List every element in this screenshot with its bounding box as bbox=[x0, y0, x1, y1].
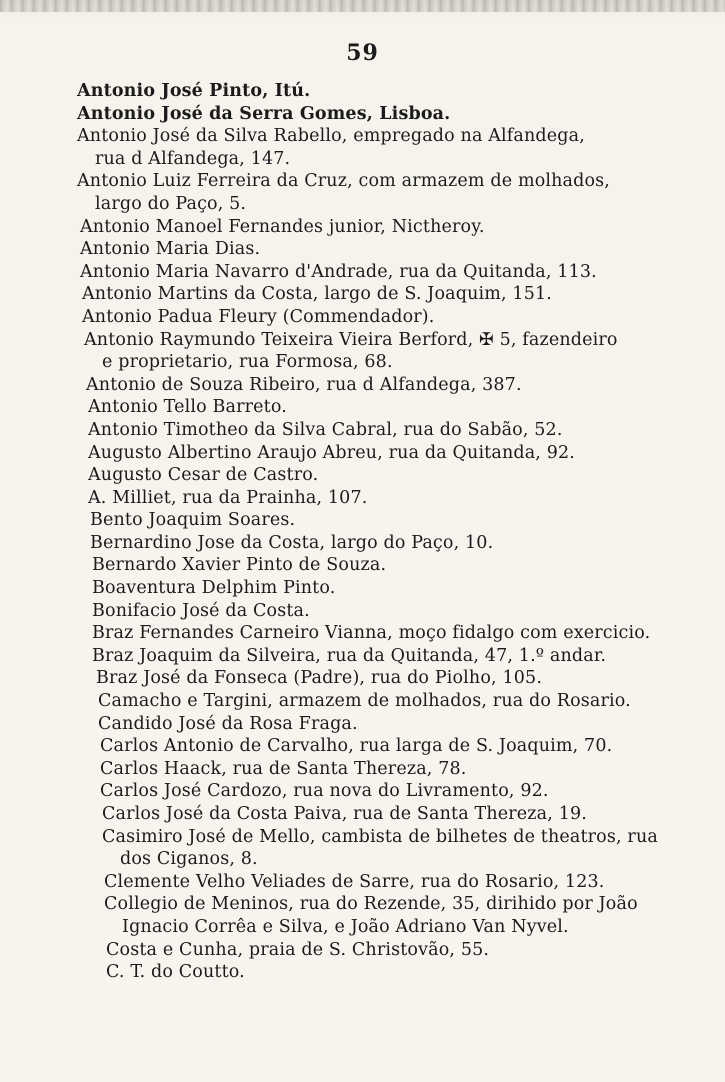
entry-line: Bernardino Jose da Costa, largo do Paço, 10. bbox=[90, 532, 494, 553]
entry-line: Antonio Martins da Costa, largo de S. Joaquim, 151. bbox=[82, 284, 552, 305]
entry-line: Costa e Cunha, praia de S. Christovão, 55. bbox=[106, 939, 490, 960]
entry-line: Antonio Maria Navarro d'Andrade, rua da Quitanda, 113. bbox=[80, 261, 597, 282]
directory-entry bbox=[0, 532, 725, 555]
directory-entry bbox=[0, 261, 725, 284]
directory-entry bbox=[0, 80, 725, 103]
directory-entry bbox=[0, 238, 725, 261]
directory-entry bbox=[0, 713, 725, 736]
entry-continuation-line: dos Ciganos, 8. bbox=[120, 849, 258, 870]
entry-line: Collegio de Meninos, rua do Rezende, 35, dirihido por João bbox=[104, 894, 638, 915]
directory-entry bbox=[0, 622, 725, 645]
entry-line: Carlos Haack, rua de Santa Thereza, 78. bbox=[100, 758, 467, 779]
directory-entry bbox=[0, 961, 725, 984]
directory-entry bbox=[0, 306, 725, 329]
directory-entry bbox=[0, 374, 725, 397]
entry-line: Casimiro José de Mello, cambista de bilhetes de theatros, rua bbox=[102, 826, 658, 847]
directory-entry bbox=[0, 667, 725, 690]
entry-line: Antonio Padua Fleury (Commendador). bbox=[82, 306, 435, 327]
directory-entry bbox=[0, 758, 725, 781]
directory-entry bbox=[0, 690, 725, 713]
directory-entry bbox=[0, 509, 725, 532]
entry-line: Antonio Raymundo Teixeira Vieira Berford, ✠ 5, fazendeiro bbox=[84, 329, 618, 350]
directory-entry bbox=[0, 554, 725, 577]
directory-entry bbox=[0, 871, 725, 894]
entry-line: Antonio Manoel Fernandes junior, Nictheroy. bbox=[80, 216, 485, 237]
entry-line: A. Milliet, rua da Prainha, 107. bbox=[88, 487, 368, 508]
entry-line: Augusto Albertino Araujo Abreu, rua da Quitanda, 92. bbox=[88, 442, 576, 463]
entry-line: Antonio Maria Dias. bbox=[80, 239, 261, 260]
entry-continuation-line: e proprietario, rua Formosa, 68. bbox=[102, 352, 393, 373]
entry-line: Antonio de Souza Ribeiro, rua d Alfandega, 387. bbox=[86, 374, 522, 395]
entry-line: Antonio Tello Barreto. bbox=[88, 397, 287, 418]
entry-line: Carlos Antonio de Carvalho, rua larga de S. Joaquim, 70. bbox=[100, 736, 613, 757]
entry-continuation-line: largo do Paço, 5. bbox=[95, 193, 247, 214]
directory-entries bbox=[0, 80, 725, 984]
entry-line: Antonio Timotheo da Silva Cabral, rua do Sabão, 52. bbox=[88, 419, 563, 440]
entry-line: Carlos José Cardozo, rua nova do Livramento, 92. bbox=[100, 781, 549, 802]
entry-line: C. T. do Coutto. bbox=[106, 962, 245, 983]
directory-entry bbox=[0, 487, 725, 510]
entry-continuation-line: rua d Alfandega, 147. bbox=[95, 148, 291, 169]
entry-line: Braz José da Fonseca (Padre), rua do Piolho, 105. bbox=[96, 668, 543, 689]
entry-line: Antonio José da Serra Gomes, Lisboa. bbox=[77, 103, 451, 124]
directory-entry bbox=[0, 442, 725, 465]
directory-entry bbox=[0, 464, 725, 487]
entry-line: Bernardo Xavier Pinto de Souza. bbox=[92, 555, 387, 576]
directory-entry bbox=[0, 216, 725, 239]
entry-line: Candido José da Rosa Fraga. bbox=[98, 713, 358, 734]
directory-entry bbox=[0, 735, 725, 758]
page-top-edge bbox=[0, 0, 725, 12]
entry-line: Antonio José da Silva Rabello, empregado na Alfandega, bbox=[77, 126, 585, 147]
directory-entry bbox=[0, 600, 725, 623]
entry-line: Antonio José Pinto, Itú. bbox=[77, 81, 311, 101]
directory-entry bbox=[0, 893, 725, 938]
directory-entry bbox=[0, 103, 725, 126]
directory-entry bbox=[0, 283, 725, 306]
directory-entry bbox=[0, 803, 725, 826]
entry-line: Carlos José da Costa Paiva, rua de Santa Thereza, 19. bbox=[102, 804, 587, 824]
directory-entry bbox=[0, 329, 725, 374]
entry-line: Camacho e Targini, armazem de molhados, rua do Rosario. bbox=[98, 691, 631, 712]
entry-line: Braz Fernandes Carneiro Vianna, moço fidalgo com exercicio. bbox=[92, 623, 651, 644]
entry-line: Braz Joaquim da Silveira, rua da Quitanda, 47, 1.º andar. bbox=[92, 645, 607, 666]
entry-line: Augusto Cesar de Castro. bbox=[88, 465, 319, 486]
entry-line: Bonifacio José da Costa. bbox=[92, 600, 310, 621]
entry-line: Boaventura Delphim Pinto. bbox=[92, 578, 336, 599]
directory-entry bbox=[0, 419, 725, 442]
directory-entry bbox=[0, 170, 725, 215]
directory-entry bbox=[0, 645, 725, 668]
directory-entry bbox=[0, 125, 725, 170]
directory-entry bbox=[0, 780, 725, 803]
entry-line: Antonio Luiz Ferreira da Cruz, com armazem de molhados, bbox=[77, 171, 611, 192]
entry-continuation-line: Ignacio Corrêa e Silva, e João Adriano Van Nyvel. bbox=[122, 916, 569, 937]
directory-entry bbox=[0, 826, 725, 871]
directory-entry bbox=[0, 577, 725, 600]
directory-entry bbox=[0, 396, 725, 419]
page-number: 59 bbox=[346, 40, 379, 66]
directory-entry bbox=[0, 939, 725, 962]
entry-line: Clemente Velho Veliades de Sarre, rua do Rosario, 123. bbox=[104, 871, 605, 892]
entry-line: Bento Joaquim Soares. bbox=[90, 510, 296, 531]
